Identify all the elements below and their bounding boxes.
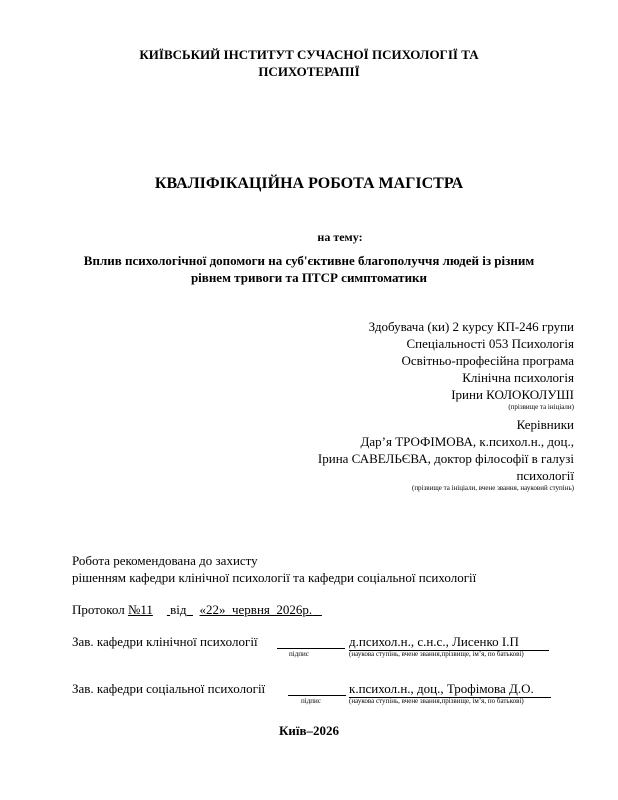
recommendation-line2: рішенням кафедри клінічної психології та кафедри соціальної психології xyxy=(72,570,477,585)
head-clinical-sign-caption: підпис xyxy=(289,650,309,658)
student-name: Ірини КОЛОКОЛУШІ xyxy=(451,387,574,402)
protocol-line xyxy=(72,601,322,618)
supervisors-label: Керівники xyxy=(516,417,574,432)
recommendation-line1: Робота рекомендована до захисту xyxy=(72,553,258,568)
head-clinical-name-caption: (наукова ступінь, вчене звання,прізвище, ім’я, по батькові) xyxy=(349,650,524,658)
supervisor-2: Ірина САВЕЛЬЄВА, доктор філософії в галузі xyxy=(317,451,574,466)
head-social-sign-caption: підпис xyxy=(301,697,321,705)
supervisors-caption: (прізвище та ініціали, вчене звання, науковий ступінь) xyxy=(411,484,574,492)
topic-title-line1: Вплив психологічної допомоги на суб'єктивне благополуччя людей із різним xyxy=(83,253,535,268)
protocol-number: №11 xyxy=(127,602,153,617)
head-social-label: Зав. кафедри соціальної психології xyxy=(72,681,266,696)
head-clinical-label: Зав. кафедри клінічної психології xyxy=(72,634,258,649)
head-clinical-signature-line xyxy=(277,648,345,649)
student-program: Клінічна психологія xyxy=(462,370,574,385)
student-program-label: Освітньо-професійна програма xyxy=(401,353,574,368)
institute-name-line1: КИЇВСЬКИЙ ІНСТИТУТ СУЧАСНОЇ ПСИХОЛОГІЇ ТА xyxy=(139,47,479,62)
city-year: Київ–2026 xyxy=(278,723,340,738)
institute-name-line2: ПСИХОТЕРАПІЇ xyxy=(258,64,360,79)
supervisor-1: Дар’я ТРОФІМОВА, к.психол.н., доц., xyxy=(360,434,574,449)
protocol-date: «22» червня 2026р. xyxy=(199,602,313,617)
head-social-name-caption: (наукова ступінь, вчене звання,прізвище, ім’я, по батькові) xyxy=(349,697,524,705)
student-name-caption: (прізвище та ініціали) xyxy=(508,403,574,411)
topic-label: на тему: xyxy=(317,230,363,244)
topic-title-line2: рівнем тривоги та ПТСР симптоматики xyxy=(190,270,428,285)
institute-name xyxy=(0,46,618,80)
student-course: Здобувача (ки) 2 курсу КП-246 групи xyxy=(368,319,574,334)
head-social-signature-line xyxy=(288,695,346,696)
protocol-vid: від xyxy=(170,602,187,617)
student-specialty: Спеціальності 053 Психологія xyxy=(406,336,574,351)
protocol-prefix: Протокол xyxy=(72,602,128,617)
document-title: КВАЛІФІКАЦІЙНА РОБОТА МАГІСТРА xyxy=(154,175,464,192)
head-social-name: к.психол.н., доц., Трофімова Д.О. xyxy=(349,680,551,698)
head-clinical-name: д.психол.н., с.н.с., Лисенко І.П xyxy=(349,633,549,651)
supervisor-2-cont: психології xyxy=(516,468,574,483)
topic-title xyxy=(0,252,618,286)
student-block xyxy=(318,318,574,493)
